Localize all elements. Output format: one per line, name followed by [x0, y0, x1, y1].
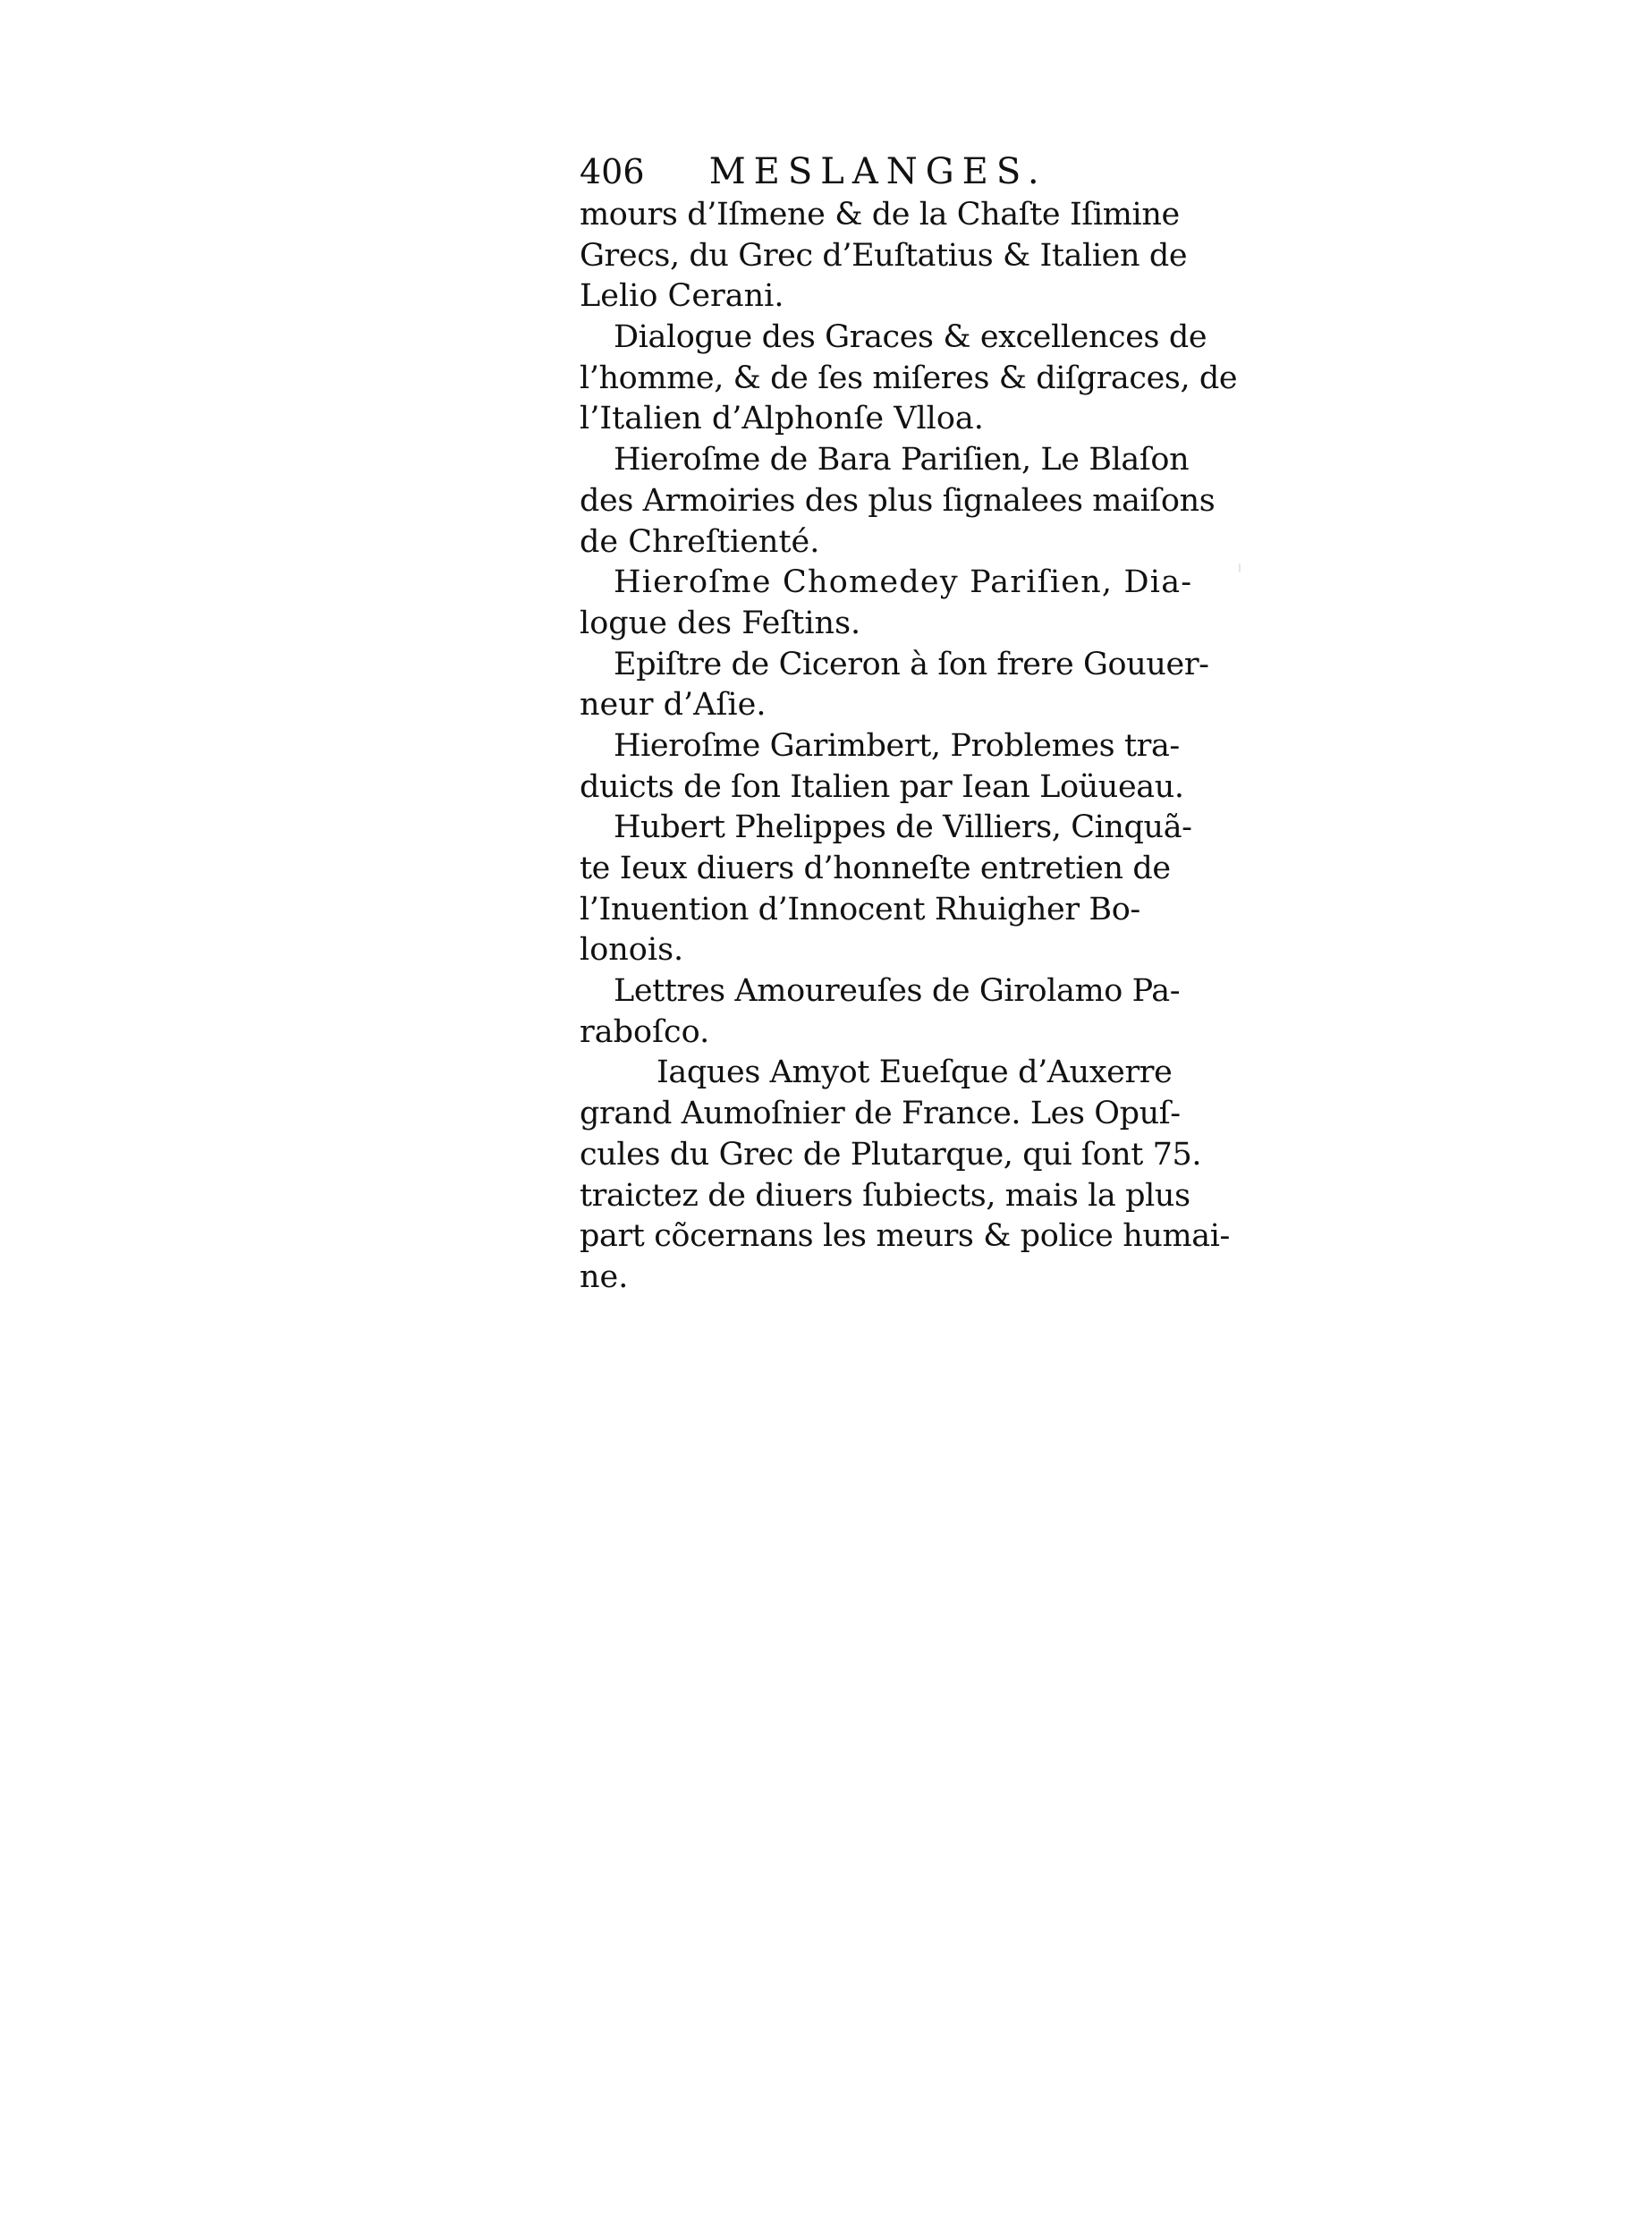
- text-line: ne.: [580, 1258, 629, 1295]
- text-line: l’Inuention d’Innocent Rhuigher Bo-: [580, 891, 1140, 927]
- text-line: Iaques Amyot Eueſque d’Auxerre: [657, 1054, 1173, 1091]
- text-line: grand Aumoſnier de France. Les Opuſ-: [580, 1096, 1181, 1132]
- text-line: Lettres Amoureuſes de Girolamo Pa-: [614, 973, 1181, 1010]
- text-line: te Ieux diuers d’honneſte entretien de: [580, 851, 1171, 886]
- text-line: logue des Feſtins.: [580, 605, 861, 641]
- text-line: Epiſtre de Ciceron à ſon frere Gouuer-: [614, 646, 1209, 682]
- text-line: duicts de ſon Italien par Iean Loüueau.: [580, 768, 1184, 805]
- text-line: Hieroſme de Bara Pariſien, Le Blaſon: [614, 442, 1190, 479]
- text-line: mours d’Iſmene & de la Chaſte Iſimine: [580, 197, 1180, 233]
- text-line: traictez de diuers ſubiects, mais la plus: [580, 1177, 1190, 1214]
- text-line: raboſco.: [580, 1013, 710, 1050]
- running-title: MESLANGES.: [708, 151, 1047, 192]
- text-line: de Chreſtienté.: [580, 523, 820, 560]
- text-line: part cõcernans les meurs & police humai-: [580, 1218, 1230, 1255]
- page-text-block: [580, 148, 1238, 1299]
- text-line: Lelio Cerani.: [580, 278, 784, 315]
- scan-speck: [1239, 563, 1241, 572]
- text-line: Dialogue des Graces & excellences de: [614, 319, 1207, 356]
- text-line: cules du Grec de Plutarque, qui ſont 75.: [580, 1136, 1202, 1173]
- text-line: Hubert Phelippes de Villiers, Cinquã-: [614, 809, 1192, 846]
- text-line: Hieroſme Garimbert, Problemes tra-: [614, 727, 1180, 764]
- page-number: 406: [580, 152, 645, 191]
- text-line: l’Italien d’Alphonſe Vlloa.: [580, 401, 984, 437]
- text-line: neur d’Aſie.: [580, 687, 767, 724]
- text-line: l’homme, & de ſes miſeres & diſgraces, de: [580, 360, 1238, 396]
- text-line: lonois.: [580, 932, 684, 969]
- text-line: des Armoiries des plus ſignalees maiſons: [580, 482, 1216, 519]
- text-line: Hieroſme Chomedey Pariſien, Dia-: [614, 564, 1193, 601]
- page-header: [580, 148, 1116, 195]
- text-line: Grecs, du Grec d’Euſtatius & Italien de: [580, 237, 1188, 274]
